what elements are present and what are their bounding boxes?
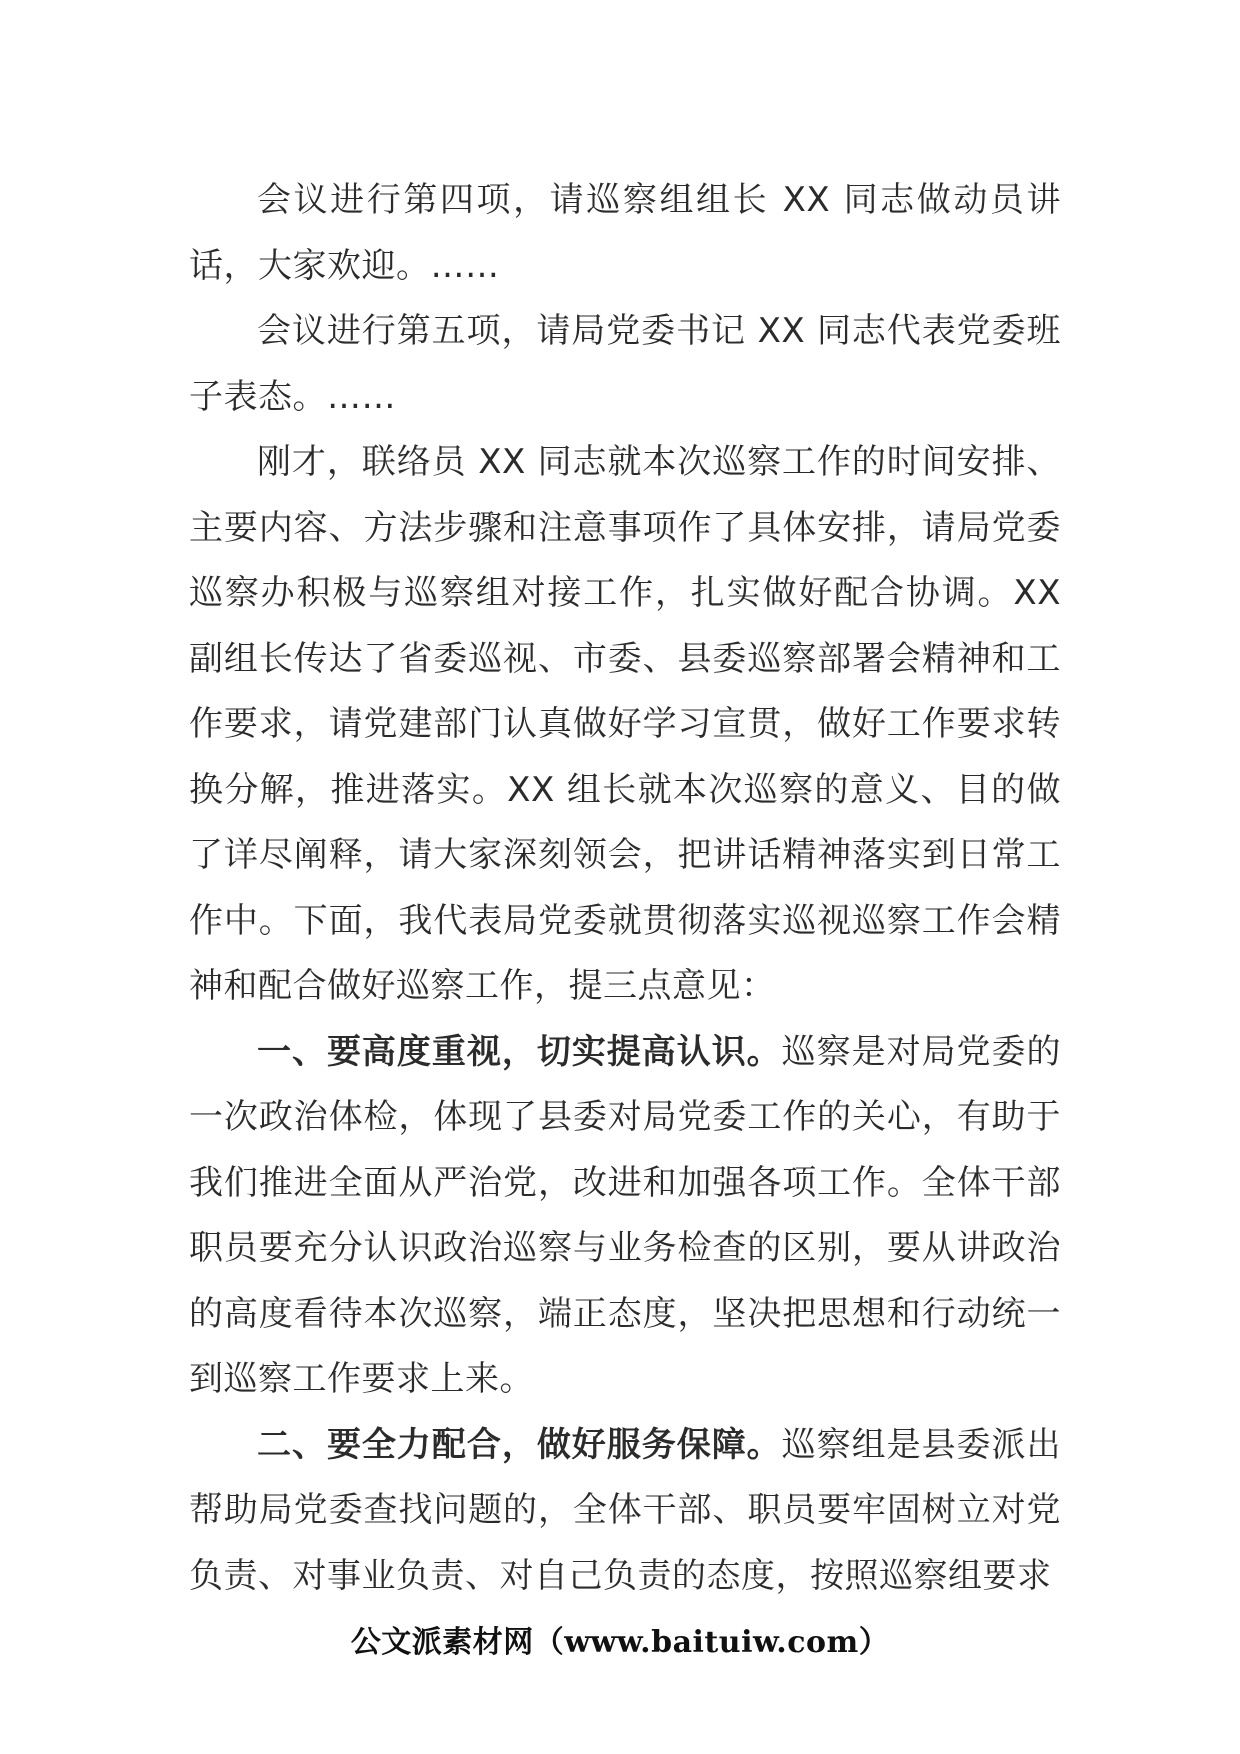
paragraph bbox=[189, 1413, 1061, 1610]
paragraph bbox=[189, 299, 1061, 430]
paragraph-text: 会议进行第五项，请局党委书记 XX 同志代表党委班子表态。…… bbox=[189, 311, 1061, 417]
paragraph bbox=[189, 168, 1061, 299]
document-body bbox=[189, 168, 1061, 1609]
paragraph-text: 会议进行第四项，请巡察组组长 XX 同志做动员讲话，大家欢迎。…… bbox=[189, 180, 1061, 286]
footer-watermark: 公文派素材网（www.baituiw.com） bbox=[350, 1625, 890, 1660]
paragraph-text: 刚才，联络员 XX 同志就本次巡察工作的时间安排、主要内容、方法步骤和注意事项作了具体安排，请局党委巡察办积极与巡察组对接工作，扎实做好配合协调。XX 副组长传达了省委巡视、市委、县委巡察部署会精神和工作要求，请党建部门认真做好学习宣贯，做好工作要求转换分解，推进落实。XX 组长就本次巡察的意义、目的做了详尽阐释，请大家深刻领会，把讲话精神落实到日常工作中。下面，我代表局党委就贯彻落实巡视巡察工作会精神和配合做好巡察工作，提三点意见： bbox=[189, 442, 1061, 1006]
paragraph-heading: 一、要高度重视，切实提高认识。 bbox=[257, 1031, 782, 1072]
paragraph bbox=[189, 1020, 1061, 1413]
paragraph-text: 巡察是对局党委的一次政治体检，体现了县委对局党委工作的关心，有助于我们推进全面从严治党，改进和加强各项工作。全体干部职员要充分认识政治巡察与业务检查的区别，要从讲政治的高度看待本次巡察，端正态度，坚决把思想和行动统一到巡察工作要求上来。 bbox=[189, 1031, 1062, 1399]
paragraph-heading: 二、要全力配合，做好服务保障。 bbox=[257, 1424, 782, 1465]
paragraph-text: 巡察组是县委派出帮助局党委查找问题的，全体干部、职员要牢固树立对党负责、对事业负责、对自己负责的态度，按照巡察组要求 bbox=[189, 1424, 1062, 1596]
paragraph bbox=[189, 430, 1061, 1020]
